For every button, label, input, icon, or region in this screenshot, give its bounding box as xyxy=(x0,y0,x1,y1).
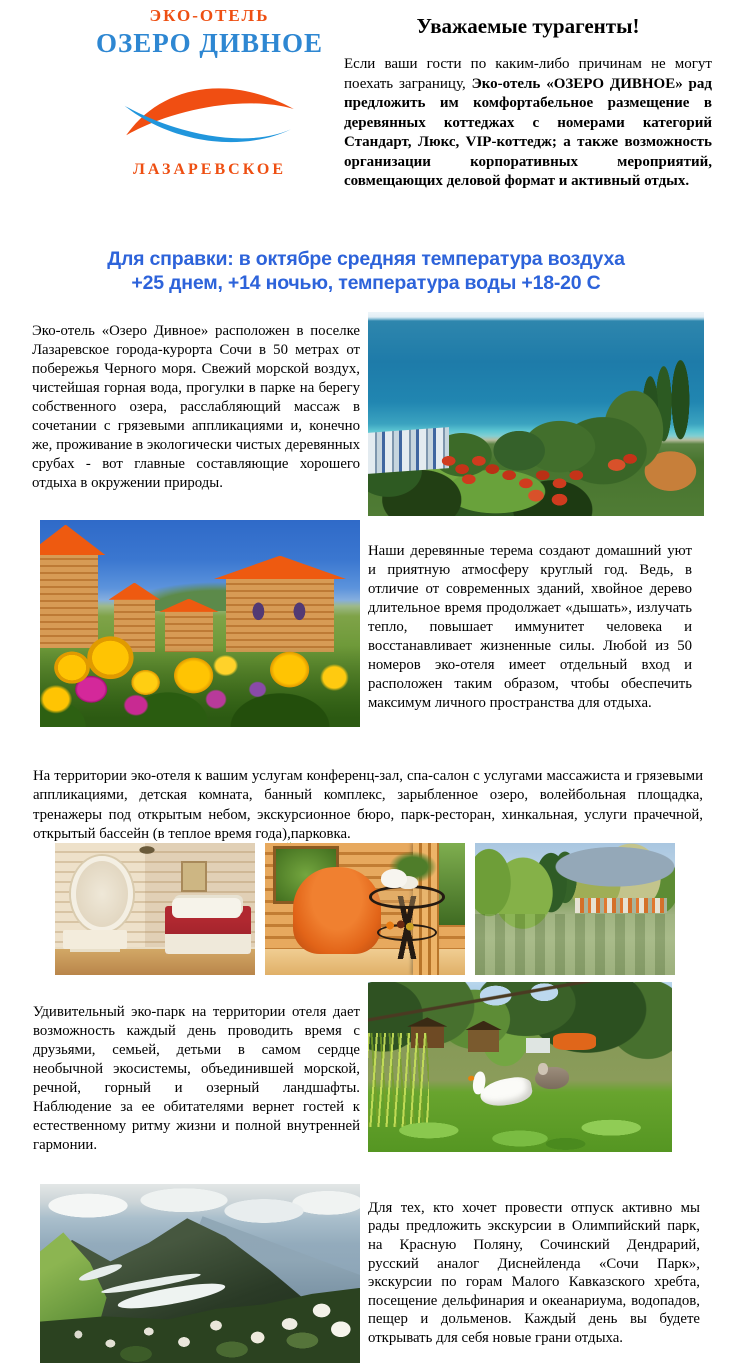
photo-art-layer xyxy=(368,312,704,516)
page-title: Уважаемые турагенты! xyxy=(416,14,640,38)
photo-art-layer xyxy=(381,869,407,887)
photo-art-layer xyxy=(71,856,133,932)
hotel-logo xyxy=(82,6,337,179)
photo-balcony xyxy=(265,843,465,975)
header-column xyxy=(344,14,712,192)
services-main-text: На территории эко-отеля к вашим услугам конференц-зал, спа-салон с услугами массажиста и грязевыми аппликациями, детская комната, банный комплекс, зарыбленное озеро, волейбольная площадка, тренажеры под открытым небом, экскурсионное бюро, парк-ресторан, хинкальная, услуги прачечной, открытый бассейн (в теплое время года) xyxy=(33,767,703,843)
photo-art-layer xyxy=(139,846,155,854)
intro-bold-text: Эко-отель «ОЗЕРО ДИВНОЕ» рад предложить им комфортабельное размещение в деревянных коттеджах с номерами категорий Стандарт, Люкс, VIP-коттедж; а также возможность организации корпоративных мероприятий, совмещающих деловой формат и активный отдых. xyxy=(344,75,712,189)
photo-mountains xyxy=(40,1184,360,1363)
excursions-paragraph: Для тех, кто хочет провести отпуск активно мы рады предложить экскурсии в Олимпийский парк, на Красную Поляну, Сочинский Дендрарий, русский аналог Диснейленда «Сочи Парк», экскурсии по горам Малого Кавказского хребта, посещение дельфинария и океанариума, водопадов, пещер и дольменов. Каждый день вы будете открывать для себя новые грани отдыха. xyxy=(368,1199,700,1346)
photo-art-layer xyxy=(575,898,667,913)
note-line-2: +25 днем, +14 ночью, температура воды +18-20 С xyxy=(131,272,601,294)
photo-art-layer xyxy=(475,914,675,975)
photo-art-layer xyxy=(40,628,360,727)
logo-hotel-name: ОЗЕРО ДИВНОЕ xyxy=(96,28,323,58)
services-typo-mark: , xyxy=(287,826,291,843)
photo-art-layer xyxy=(381,920,417,932)
ecopark-paragraph: Удивительный эко-парк на территории отеля дает возможность каждый день проводить время с друзьями, семьей, детьми в самом сердце необычной экосистемы, объединившей морской, речной, горный и озерный ландшафты. Наблюдение за ее обитателями вернет гостей к естественному ритму жизни и полной внутренней гармонии. xyxy=(33,1003,360,1153)
intro-normal-text: Если ваши гости по каким-либо причинам не могут поехать заграницу, xyxy=(344,56,712,92)
photo-art-layer xyxy=(293,867,381,954)
logo-eco-hotel-text: ЭКО-ОТЕЛЬ xyxy=(149,6,270,25)
photo-art-layer xyxy=(368,1098,672,1152)
photo-art-layer xyxy=(165,906,251,954)
logo-location-text: ЛАЗАРЕВСКОЕ xyxy=(132,161,287,178)
photo-art-layer xyxy=(535,1067,568,1089)
fish-logo-icon xyxy=(104,63,316,155)
photo-pond-geese xyxy=(368,982,672,1152)
photo-cottages-flowers xyxy=(40,520,360,727)
photo-art-layer xyxy=(553,1033,596,1050)
services-tail-text: парковка. xyxy=(290,826,351,843)
services-paragraph xyxy=(33,767,703,845)
location-paragraph: Эко-отель «Озеро Дивное» расположен в поселке Лазаревское города-курорта Сочи в 50 метрах от побережья Черного моря. Свежий морской воздух, чистейшая горная вода, прогулки в парке на берегу собственного озера, расслабляющий массаж в сочетании с грязевыми аппликациями и, конечно же, проживание в экологически чистых деревянных срубах - вот главные составляющие хорошего отдыха в окружении природы. xyxy=(32,322,360,491)
photo-art-layer xyxy=(63,930,127,948)
photo-art-layer xyxy=(468,1030,498,1052)
photo-lake-willows xyxy=(475,843,675,975)
note-line-1: Для справки: в октябре средняя температура воздуха xyxy=(107,248,625,270)
photo-art-layer xyxy=(526,1038,550,1053)
intro-paragraph xyxy=(344,55,712,192)
photo-bedroom xyxy=(55,843,255,975)
temperature-note xyxy=(30,247,702,295)
cottages-paragraph: Наши деревянные терема создают домашний уют и приятную атмосферу круглый год. Ведь, в отличие от современных зданий, хвойное дерево длительное время продолжает «дышать», излучать тепло, повышает иммунитет человека и восстанавливает жизненные силы. Любой из 50 номеров эко-отеля имеет отдельный вход и расположен таким образом, чтобы обеспечить максимум личного пространства для отдыха. xyxy=(368,542,692,711)
photo-art-layer xyxy=(181,861,207,891)
photo-sea-aerial xyxy=(368,312,704,516)
